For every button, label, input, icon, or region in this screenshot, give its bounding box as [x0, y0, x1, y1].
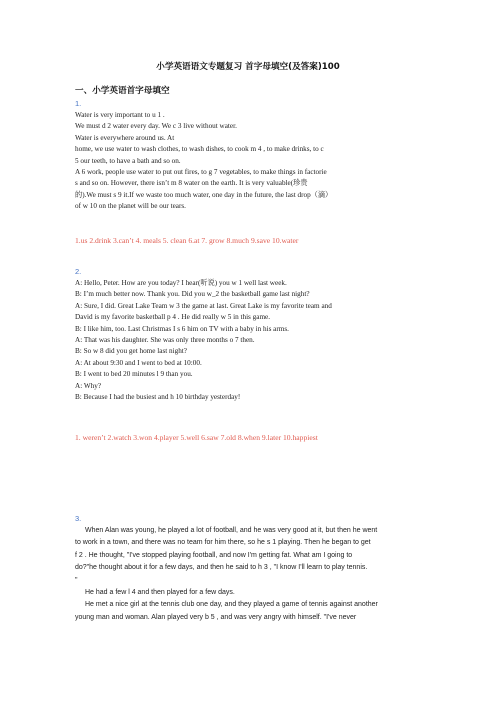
question-3-number: 3. — [75, 514, 82, 523]
question-2-line: B: I went to bed 20 minutes l 9 than you. — [75, 370, 193, 379]
question-2-line: A: Hello, Peter. How are you today? I hear(听说) you w 1 well last week. — [75, 279, 287, 287]
question-2-line: David is my favorite basketball p 4 . He did really w 5 in this game. — [75, 313, 271, 322]
question-1-line: of w 10 on the planet will be our tears. — [75, 202, 186, 211]
question-2-line: B: I’m much better now. Thank you. Did you w_2 the basketball game last night? — [75, 290, 310, 299]
question-2-answer: 1. weren’t 2.watch 3.won 4.player 5.well 6.saw 7.old 8.when 9.later 10.happiest — [75, 433, 318, 442]
question-1-number: 1. — [75, 99, 82, 108]
question-1-line: 5 our teeth, to have a bath and so on. — [75, 156, 181, 165]
question-2-line: A: Why? — [75, 381, 102, 390]
question-1-line: A 6 work, people use water to put out fires, to g 7 vegetables, to make things in factorie — [75, 168, 327, 177]
question-1-line: We must d 2 water every day. We c 3 live without water. — [75, 122, 237, 131]
question-1-line: 的).We must s 9 it.If we waste too much water, one day in the future, the last drop（滴） — [75, 190, 333, 199]
question-3-line: f 2 . He thought, "I've stopped playing football, and now I'm getting fat. What am I going to — [75, 551, 353, 559]
question-1-line: Water is everywhere around us. At — [75, 133, 175, 142]
question-2-line: B: Because I had the busiest and h 10 birthday yesterday! — [75, 393, 241, 402]
question-1-line: home, we use water to wash clothes, to wash dishes, to cook m 4 , to make drinks, to c — [75, 145, 324, 154]
question-2-line: B: I like him, too. Last Christmas I s 6 him on TV with a baby in his arms. — [75, 324, 289, 333]
question-3-line: young man and woman. Alan played very b 5 , and was very angry with himself. "I've never — [75, 613, 357, 621]
document-title: 小学英语语文专题复习 首字母填空(及答案)100 — [156, 62, 340, 72]
section-heading: 一、小学英语首字母填空 — [75, 86, 170, 96]
question-1-answer: 1.us 2.drink 3.can’t 4. meals 5. clean 6.at 7. grow 8.much 9.save 10.water — [75, 236, 299, 245]
question-3-line: to work in a town, and there was no team for him there, so he s 1 playing. Then he began to get — [75, 539, 371, 547]
question-3-text — [75, 525, 423, 624]
question-2-line: A: At about 9:30 and I went to bed at 10:00. — [75, 358, 202, 367]
question-1-line: Water is very important to u 1 . — [75, 111, 165, 119]
question-2-text — [75, 278, 423, 403]
question-3-line: " — [75, 576, 78, 584]
question-2-line: B: So w 8 did you get home last night? — [75, 347, 187, 356]
question-1-line: s and so on. However, there isn’t m 8 water on the earth. It is very valuable(珍贵 — [75, 179, 308, 188]
question-2-number: 2. — [75, 267, 82, 276]
question-3-line: do?"he thought about it for a few days, and then he said to h 3 , "I know I'll learn to play tennis. — [75, 564, 368, 572]
question-1-text — [75, 110, 423, 213]
question-2-line: A: Sure, I did. Great Lake Team w 3 the game at last. Great Lake is my favorite team and — [75, 301, 332, 310]
question-3-line: When Alan was young, he played a lot of football, and he was very good at it, but then he went — [85, 527, 378, 534]
question-3-line: He had a few l 4 and then played for a few days. — [85, 589, 235, 597]
question-2-line: A: That was his daughter. She was only three months o 7 then. — [75, 336, 255, 345]
question-3-line: He met a nice girl at the tennis club one day, and they played a game of tennis against another — [85, 601, 378, 609]
